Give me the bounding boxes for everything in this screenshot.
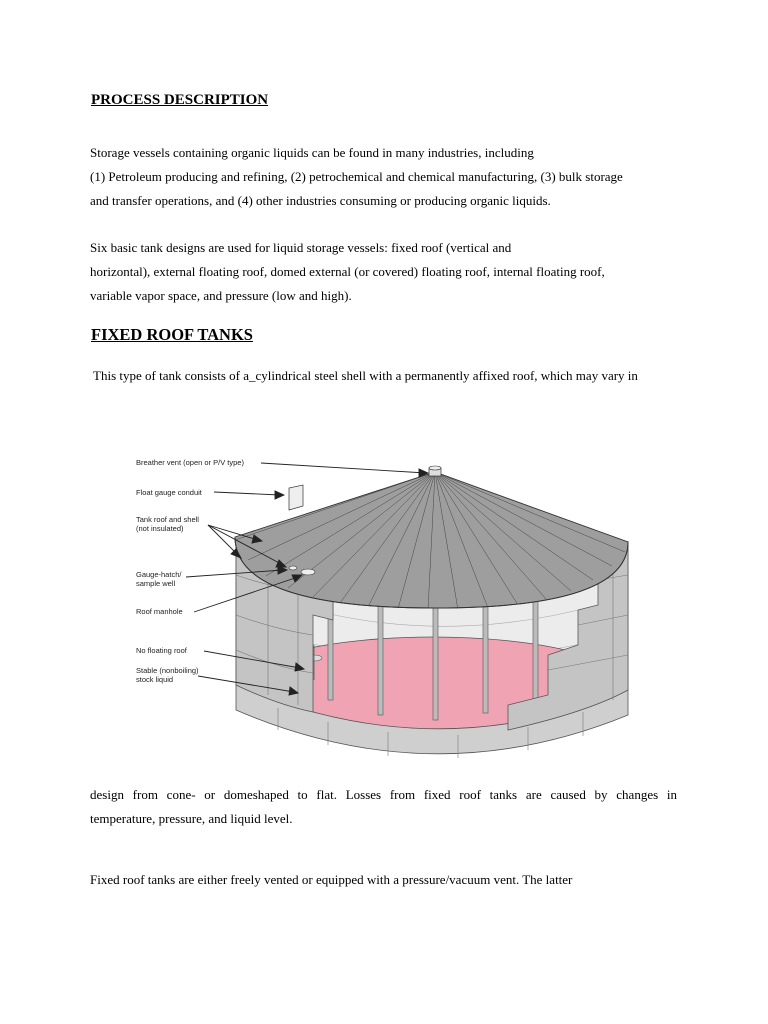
label-stable-1: Stable (nonboiling) [136,666,199,675]
after-figure-line-2: temperature, pressure, and liquid level. [90,811,293,826]
designs-line-2: horizontal), external floating roof, domed external (or covered) floating roof, internal floating roof, [90,264,605,279]
label-gauge-hatch-1: Gauge-hatch/ [136,570,182,579]
section-line-1: This type of tank consists of a_cylindrical steel shell with a permanently affixed roof, which may vary in [90,368,638,383]
closing-line: Fixed roof tanks are either freely vented or equipped with a pressure/vacuum vent. The latter [90,872,573,887]
section-title: FIXED ROOF TANKS [91,325,253,344]
designs-line-1: Six basic tank designs are used for liquid storage vessels: fixed roof (vertical and [90,240,512,255]
label-roof-manhole: Roof manhole [136,607,183,616]
page-heading: PROCESS DESCRIPTION [91,92,269,108]
intro-line-1: Storage vessels containing organic liquids can be found in many industries, including [90,145,534,160]
intro-line-2: (1) Petroleum producing and refining, (2) petrochemical and chemical manufacturing, (3) bulk storage [90,169,623,184]
gauge-hatch-icon [301,569,315,575]
after-figure-line-1: design from cone- or domeshaped to flat. Losses from fixed roof tanks are caused by changes in [90,787,677,802]
label-roof-shell-2: (not insulated) [136,524,184,533]
intro-line-3: and transfer operations, and (4) other industries consuming or producing organic liquids. [90,193,551,208]
fixed-roof-tank-diagram [128,440,648,780]
float-gauge-conduit-icon [289,485,303,510]
label-roof-shell-1: Tank roof and shell [136,515,199,524]
label-gauge-hatch-2: sample well [136,579,176,588]
label-no-floating-roof: No floating roof [136,646,187,655]
label-stable-2: stock liquid [136,675,174,684]
label-breather-vent: Breather vent (open or P/V type) [136,458,244,467]
label-float-gauge: Float gauge conduit [136,488,202,497]
designs-line-3: variable vapor space, and pressure (low and high). [90,288,352,303]
